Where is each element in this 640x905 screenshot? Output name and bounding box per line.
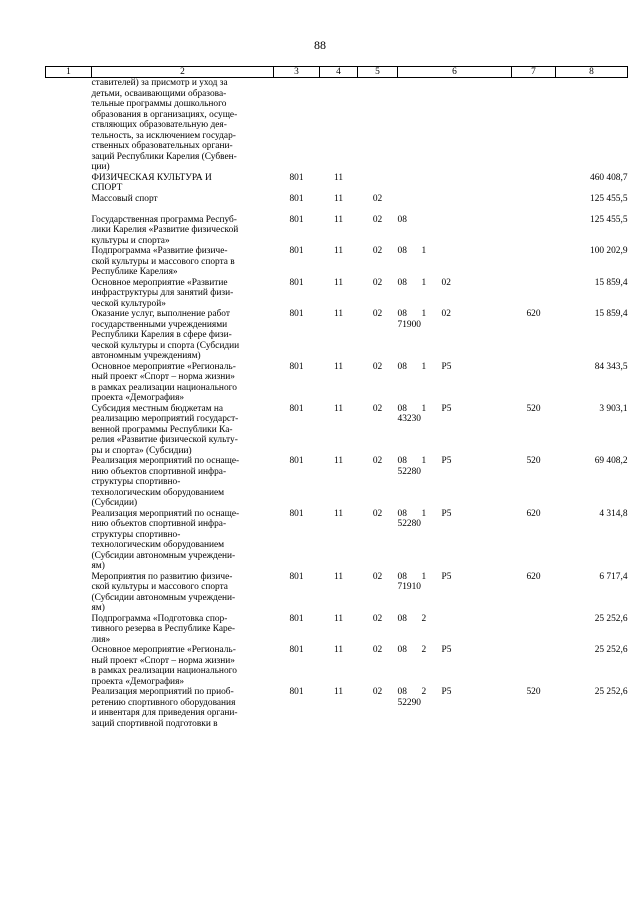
article-program: 08	[397, 246, 407, 256]
cell-col1	[46, 456, 92, 509]
cell-section: 11	[333, 277, 344, 288]
cell-expense-type: 620	[526, 508, 541, 519]
cell-section: 11	[333, 571, 344, 582]
row-description: Мероприятия по развитию физиче- ской культуры и массового спорта (Субсидии автономным учреждени- ям)	[91, 571, 236, 613]
cell-subsection	[358, 78, 398, 173]
cell-name	[92, 362, 274, 404]
table-row	[46, 645, 628, 687]
article-program: 08	[397, 361, 407, 372]
cell-ministry-code	[274, 78, 320, 173]
table-row	[46, 404, 628, 457]
article-subprogram: 2	[421, 687, 427, 697]
row-description: Реализация мероприятий по оснаще- нию объектов спортивной инфра- структуры спортивно- технологическим оборудованием (Субсидии)	[91, 456, 240, 508]
cell-ministry-code: 801	[289, 571, 304, 582]
cell-col1	[46, 645, 92, 687]
row-description: Оказание услуг, выполнение работ государственными учреждениями Республики Карелия в сфере физи- ческой культуры и спорта (Субсидии автономным учреждениям)	[91, 309, 240, 361]
table-row	[46, 509, 628, 572]
cell-subsection: 02	[372, 277, 383, 288]
article-subprogram: 1	[421, 403, 427, 414]
cell-section: 11	[333, 361, 344, 372]
cell-section: 11	[333, 456, 344, 466]
cell-expense-type	[512, 173, 556, 194]
cell-section: 11	[333, 403, 344, 414]
cell-amount: 15 859,4	[594, 309, 628, 319]
cell-subsection: 02	[372, 403, 383, 414]
article-activity: 02	[441, 309, 451, 319]
cell-name	[92, 572, 274, 614]
row-description: Подпрограмма «Развитие физиче- ской культуры и массового спорта в Республике Карелия»	[91, 246, 235, 277]
column-header: 4	[320, 67, 358, 78]
article-program: 08	[397, 645, 407, 655]
cell-subsection: 02	[372, 571, 383, 582]
row-description: Основное мероприятие «Региональ- ный проект «Спорт – норма жизни» в рамках реализации национального проекта «Демография»	[91, 361, 237, 403]
cell-subsection: 02	[372, 246, 383, 256]
article-direction: 71910	[397, 582, 421, 592]
budget-table	[45, 66, 628, 729]
cell-section: 11	[333, 309, 344, 319]
article-subprogram: 2	[421, 645, 427, 655]
cell-name	[92, 404, 274, 457]
cell-name	[92, 645, 274, 687]
cell-ministry-code: 801	[289, 645, 304, 655]
cell-amount	[556, 78, 628, 173]
row-description: Реализация мероприятий по приоб- ретению спортивного оборудования и инвентаря для приведения органи- заций спортивной подготовки в	[91, 687, 238, 729]
cell-subsection: 02	[372, 193, 383, 204]
cell-name	[92, 687, 274, 729]
cell-amount: 100 202,9	[590, 246, 628, 256]
cell-col1	[46, 173, 92, 194]
cell-section: 11	[333, 172, 344, 183]
cell-col1	[46, 246, 92, 278]
cell-expense-type	[512, 278, 556, 310]
row-description: Массовый спорт	[91, 193, 158, 204]
cell-expense-type: 620	[526, 309, 541, 319]
article-subprogram: 1	[421, 309, 427, 319]
cell-ministry-code: 801	[289, 508, 304, 519]
article-activity: 02	[441, 277, 451, 288]
article-program: 08	[397, 214, 407, 225]
cell-subsection: 02	[372, 645, 383, 655]
column-header: 8	[556, 67, 628, 78]
cell-target-article	[398, 309, 512, 362]
article-program: 08	[397, 456, 407, 466]
cell-target-article	[398, 572, 512, 614]
column-header: 5	[358, 67, 398, 78]
article-activity: P5	[441, 456, 452, 466]
article-activity: P5	[441, 403, 452, 414]
table-row	[46, 78, 628, 173]
article-program: 08	[397, 508, 407, 519]
row-description: Субсидия местным бюджетам на реализацию мероприятий государст- венной программы Республики Ка- релия «Развитие физической культу- ры и спорта» (Субсидии)	[91, 403, 239, 456]
cell-section: 11	[333, 613, 344, 624]
cell-ministry-code: 801	[289, 277, 304, 288]
row-description: Основное мероприятие «Региональ- ный проект «Спорт – норма жизни» в рамках реализации национального проекта «Демография»	[91, 645, 237, 687]
row-description: Реализация мероприятий по оснаще- нию объектов спортивной инфра- структуры спортивно- технологическим оборудованием (Субсидии автономным учреждени- ям)	[91, 508, 240, 571]
cell-name	[92, 194, 274, 215]
cell-subsection: 02	[372, 613, 383, 624]
cell-amount: 25 252,6	[594, 687, 628, 697]
cell-expense-type	[512, 194, 556, 215]
cell-amount: 125 455,5	[590, 214, 628, 225]
article-subprogram: 1	[421, 277, 427, 288]
column-header: 6	[398, 67, 512, 78]
cell-name	[92, 78, 274, 173]
cell-expense-type	[512, 645, 556, 687]
row-description: Основное мероприятие «Развитие инфраструктуры для занятий физи- ческой культурой»	[91, 277, 234, 309]
cell-col1	[46, 362, 92, 404]
cell-name	[92, 215, 274, 247]
cell-target-article	[398, 173, 512, 194]
article-subprogram: 1	[421, 456, 427, 466]
column-header: 1	[46, 67, 92, 78]
table-row	[46, 309, 628, 362]
cell-expense-type	[512, 246, 556, 278]
cell-expense-type: 520	[526, 403, 541, 414]
cell-amount: 460 408,7	[590, 172, 628, 183]
cell-target-article	[398, 278, 512, 310]
cell-section: 11	[333, 214, 344, 225]
cell-ministry-code: 801	[289, 172, 304, 183]
row-description: ставителей) за присмотр и уход за детьми, осваивающими образова- тельные программы дошкольного образования в организациях, осуще- ствляющих образовательную дея- тельность, за исключением государ- ственных образовательных органи- заций Республики Карелия (Субвен- ции)	[91, 78, 238, 172]
cell-expense-type	[512, 362, 556, 404]
cell-col1	[46, 78, 92, 173]
cell-target-article	[398, 362, 512, 404]
article-activity: P5	[441, 571, 452, 582]
cell-target-article	[398, 645, 512, 687]
cell-amount: 4 314,8	[599, 508, 628, 519]
cell-expense-type	[512, 215, 556, 247]
cell-expense-type: 520	[526, 687, 541, 697]
column-header: 7	[512, 67, 556, 78]
article-subprogram: 1	[421, 508, 427, 519]
cell-subsection: 02	[372, 214, 383, 225]
cell-ministry-code: 801	[289, 309, 304, 319]
cell-name	[92, 278, 274, 310]
cell-ministry-code: 801	[289, 193, 304, 204]
cell-col1	[46, 278, 92, 310]
article-direction: 43230	[397, 414, 421, 424]
cell-col1	[46, 309, 92, 362]
cell-target-article	[398, 456, 512, 509]
cell-amount: 3 903,1	[599, 403, 628, 414]
cell-col1	[46, 194, 92, 215]
article-program: 08	[397, 571, 407, 582]
cell-target-article	[398, 404, 512, 457]
article-activity: P5	[441, 645, 452, 655]
cell-name	[92, 614, 274, 646]
cell-target-article	[398, 687, 512, 729]
article-program: 08	[397, 403, 407, 414]
cell-expense-type	[512, 614, 556, 646]
cell-target-article	[398, 614, 512, 646]
cell-subsection: 02	[372, 687, 383, 697]
row-description: Государственная программа Респуб- лики Карелия «Развитие физической культуры и спорта»	[91, 214, 239, 246]
article-direction: 71900	[397, 319, 421, 330]
cell-amount: 69 408,2	[594, 456, 628, 466]
table-row	[46, 687, 628, 729]
cell-col1	[46, 614, 92, 646]
cell-target-article	[398, 246, 512, 278]
cell-col1	[46, 572, 92, 614]
cell-ministry-code: 801	[289, 361, 304, 372]
cell-amount: 25 252,6	[594, 613, 628, 624]
cell-section	[320, 78, 358, 173]
row-description: ФИЗИЧЕСКАЯ КУЛЬТУРА И СПОРТ	[91, 172, 212, 193]
cell-section: 11	[333, 508, 344, 519]
cell-amount: 25 252,6	[594, 645, 628, 655]
cell-section: 11	[333, 645, 344, 655]
cell-expense-type: 620	[526, 571, 541, 582]
article-subprogram: 1	[421, 361, 427, 372]
table-row	[46, 173, 628, 194]
cell-ministry-code: 801	[289, 687, 304, 697]
cell-amount: 15 859,4	[594, 277, 628, 288]
cell-target-article	[398, 78, 512, 173]
cell-section: 11	[333, 687, 344, 697]
cell-target-article	[398, 194, 512, 215]
article-activity: P5	[441, 687, 452, 697]
article-subprogram: 1	[421, 246, 427, 256]
table-row	[46, 456, 628, 509]
cell-amount: 84 343,5	[594, 361, 628, 372]
column-header: 3	[274, 67, 320, 78]
article-activity: P5	[441, 361, 452, 372]
article-program: 08	[397, 277, 407, 288]
cell-section: 11	[333, 246, 344, 256]
cell-col1	[46, 687, 92, 729]
cell-ministry-code: 801	[289, 613, 304, 624]
cell-amount: 125 455,5	[590, 193, 628, 204]
table-row	[46, 246, 628, 278]
article-activity: P5	[441, 508, 452, 519]
cell-subsection: 02	[372, 309, 383, 319]
article-direction: 52280	[397, 466, 421, 477]
page-number: 88	[314, 38, 326, 52]
table-row	[46, 278, 628, 310]
table-row	[46, 572, 628, 614]
cell-subsection	[358, 173, 398, 194]
article-program: 08	[397, 613, 407, 624]
cell-subsection: 02	[372, 361, 383, 372]
table-row	[46, 614, 628, 646]
cell-name	[92, 309, 274, 362]
column-header: 2	[92, 67, 274, 78]
cell-subsection: 02	[372, 456, 383, 466]
cell-col1	[46, 215, 92, 247]
cell-target-article	[398, 509, 512, 572]
cell-name	[92, 173, 274, 194]
cell-expense-type: 520	[526, 456, 541, 466]
table-row	[46, 215, 628, 247]
article-direction: 52280	[397, 519, 421, 529]
article-program: 08	[397, 687, 407, 697]
cell-col1	[46, 404, 92, 457]
cell-ministry-code: 801	[289, 246, 304, 256]
cell-ministry-code: 801	[289, 403, 304, 414]
article-subprogram: 2	[421, 613, 427, 624]
cell-section: 11	[333, 193, 344, 204]
table-header-row	[46, 67, 628, 78]
article-program: 08	[397, 309, 407, 319]
row-description: Подпрограмма «Подготовка спор- тивного резерва в Республике Каре- лия»	[91, 613, 236, 645]
cell-target-article	[398, 215, 512, 247]
cell-name	[92, 246, 274, 278]
article-direction: 52290	[397, 697, 421, 708]
cell-ministry-code: 801	[289, 214, 304, 225]
cell-expense-type	[512, 78, 556, 173]
table-row	[46, 362, 628, 404]
cell-subsection: 02	[372, 508, 383, 519]
table-row	[46, 194, 628, 215]
cell-name	[92, 509, 274, 572]
cell-col1	[46, 509, 92, 572]
cell-amount: 6 717,4	[599, 571, 628, 582]
article-subprogram: 1	[421, 571, 427, 582]
cell-name	[92, 456, 274, 509]
cell-ministry-code: 801	[289, 456, 304, 466]
